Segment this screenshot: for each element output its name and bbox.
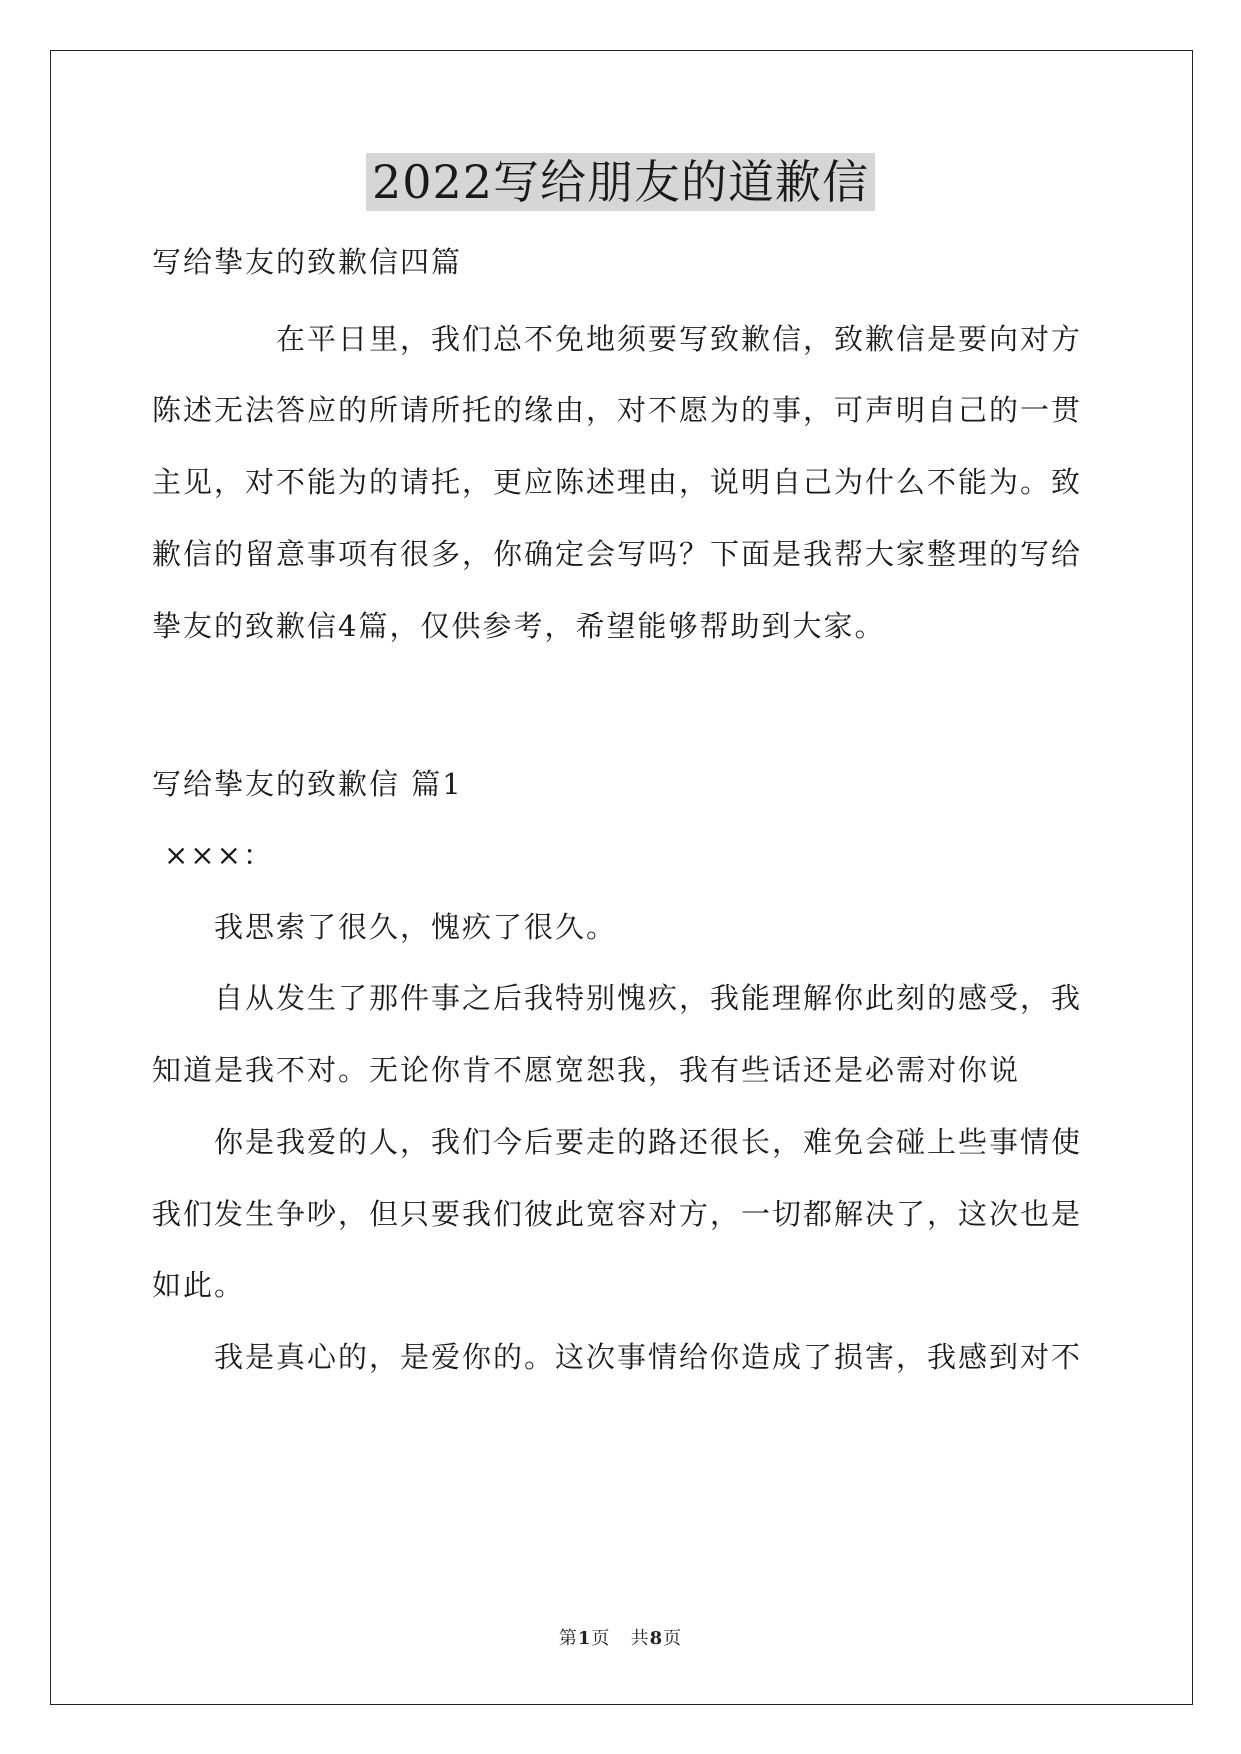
footer-page-total: 8 [649, 1628, 664, 1649]
body-line-1: 我思索了很久，愧疚了很久。 [214, 910, 618, 944]
body-line-5: 我们发生争吵，但只要我们彼此宽容对方，一切都解决了，这次也是 [152, 1197, 1083, 1231]
footer-page-mid: 页 共 [591, 1628, 650, 1649]
body-line-3: 知道是我不对。无论你肯不愿宽恕我，我有些话还是必需对你说 [152, 1053, 1021, 1087]
document-title [0, 150, 1241, 214]
intro-line-1: 在平日里，我们总不免地须要写致歉信，致歉信是要向对方 [276, 322, 1083, 356]
section-heading: 写给挚友的致歉信 篇1 [152, 767, 463, 801]
body-line-2: 自从发生了那件事之后我特别愧疚，我能理解你此刻的感受，我 [214, 981, 1083, 1015]
intro-line-3: 主见，对不能为的请托，更应陈述理由，说明自己为什么不能为。致 [152, 465, 1083, 499]
document-title-text: 2022写给朋友的道歉信 [366, 153, 875, 211]
intro-line-5: 挚友的致歉信4篇，仅供参考，希望能够帮助到大家。 [152, 609, 886, 643]
page-border [50, 50, 1193, 1705]
document-subtitle: 写给挚友的致歉信四篇 [152, 245, 463, 279]
body-line-4: 你是我爱的人，我们今后要走的路还很长，难免会碰上些事情使 [214, 1125, 1083, 1159]
page-footer [0, 1624, 1241, 1650]
footer-page-prefix: 第 [558, 1628, 578, 1649]
footer-page-suffix: 页 [663, 1628, 683, 1649]
intro-line-4: 歉信的留意事项有很多，你确定会写吗？下面是我帮大家整理的写给 [152, 537, 1083, 571]
salutation: ×××： [164, 838, 274, 872]
body-line-7: 我是真心的，是爱你的。这次事情给你造成了损害，我感到对不 [214, 1340, 1083, 1374]
body-line-6: 如此。 [152, 1268, 246, 1302]
footer-page-current: 1 [577, 1628, 592, 1649]
intro-line-2: 陈述无法答应的所请所托的缘由，对不愿为的事，可声明自己的一贯 [152, 393, 1083, 427]
